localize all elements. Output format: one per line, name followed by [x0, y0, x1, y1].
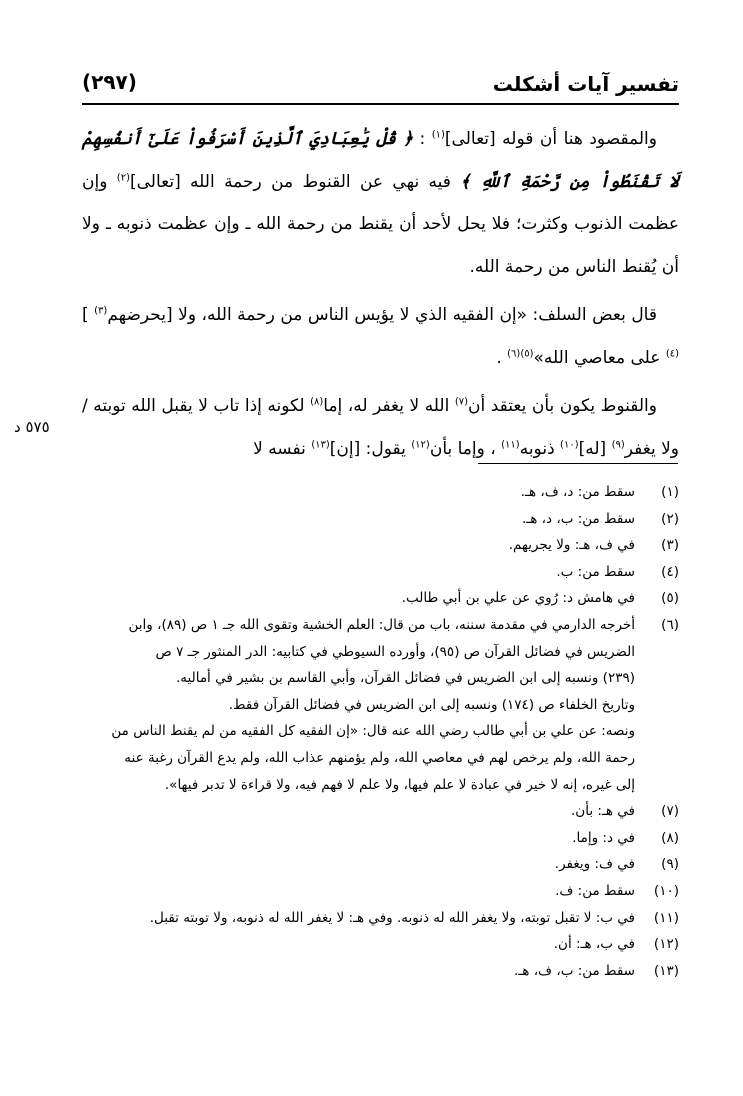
footnote-number: (٦)	[661, 616, 679, 633]
footnote-item	[82, 851, 679, 878]
footnote-number: (٩)	[661, 856, 679, 873]
footnote-line: في ف، هـ: ولا يجريهم.	[508, 537, 635, 554]
footnote-item	[82, 878, 679, 905]
footnote-separator	[478, 463, 678, 464]
header-rule	[82, 103, 679, 105]
footnote-text	[82, 931, 635, 958]
footnote-line: سقط من: د، ف، هـ.	[520, 484, 635, 500]
footnote-item	[82, 958, 679, 985]
footnote-item	[82, 585, 679, 612]
footnote-line: في هـ: بأن.	[571, 803, 635, 820]
running-title: تفسير آيات أشكلت	[492, 72, 679, 96]
footnote-number: (١٣)	[653, 962, 679, 979]
footnote-text	[82, 479, 635, 506]
footnote-ref: (١١)	[501, 438, 520, 450]
footnote-number: (١)	[661, 484, 679, 500]
page-number: (٢٩٧)	[82, 70, 137, 94]
footnote-ref: (٩)	[611, 438, 625, 450]
text-run: يقول: [إن]	[329, 438, 412, 459]
footnote-number: (٢)	[661, 510, 679, 527]
text-run: لكونه إذا تاب لا يقبل الله توبته / ولا يغفر	[82, 396, 679, 459]
footnote-text	[82, 559, 635, 586]
footnote-text	[82, 905, 635, 932]
footnote-item	[82, 532, 679, 559]
text-run: على معاصي الله»	[533, 347, 666, 368]
footnote-number: (٧)	[661, 803, 679, 820]
footnote-number: (٣)	[661, 537, 679, 554]
footnote-line: إلى غيره، إنه لا خير في عبادة لا علم فيها، ولا علم لا فهم فيه، ولا قراءة لا تدبر فيها».	[164, 776, 635, 793]
footnote-text	[82, 798, 635, 825]
footnote-ref: (٨)	[310, 396, 324, 408]
text-run: ذنوبه	[519, 438, 561, 459]
text-run: ]	[82, 305, 95, 325]
footnote-line: (٢٣٩) ونسبه إلى ابن الضريس في فضائل القرآن، وأبي القاسم بن بشير في أماليه.	[175, 670, 635, 687]
footnote-text	[82, 851, 635, 878]
footnote-line: في ب: لا تقبل توبته، ولا يغفر الله له ذنوبه. وفي هـ: لا يغفر الله له ذنوبه، ولا توبته تقبل.	[149, 909, 635, 926]
text-run: الله لا يغفر له، إما	[323, 396, 455, 416]
footnote-text	[82, 506, 635, 533]
paragraph-3	[82, 385, 679, 470]
footnote-line: سقط من: ب.	[556, 563, 635, 580]
text-run: .	[496, 347, 508, 368]
footnote-number: (٨)	[661, 829, 679, 846]
footnote-number: (١٠)	[653, 882, 679, 899]
footnote-ref: (٢)	[116, 171, 130, 183]
footnote-text	[82, 825, 635, 852]
text-run: والمقصود هنا أن قوله [تعالى]	[444, 129, 657, 149]
footnote-text	[82, 878, 635, 905]
text-run: ، وإما بأن	[429, 438, 502, 459]
footnote-line: وتاريخ الخلفاء ص (١٧٤) ونسبه إلى ابن الضريس في فضائل القرآن فقط.	[228, 696, 635, 713]
footnote-number: (١١)	[653, 909, 679, 926]
footnote-item	[82, 905, 679, 932]
footnote-item	[82, 798, 679, 825]
footnote-line: في هامش د: رُوي عن علي بن أبي طالب.	[401, 590, 635, 607]
footnotes	[82, 479, 679, 984]
footnote-ref: (١٠)	[560, 438, 579, 450]
running-header	[82, 68, 679, 102]
paragraph-2	[82, 294, 679, 379]
footnote-ref: (٦)	[507, 347, 521, 359]
footnote-text	[82, 585, 635, 612]
footnote-line: في ف: ويغفر.	[554, 856, 635, 873]
footnote-number: (٥)	[661, 590, 679, 607]
footnote-line: الضريس في فضائل القرآن ص (٩٥)، وأورده السيوطي في كتابيه: الدر المنثور جـ ٧ ص	[155, 643, 635, 660]
text-run: قال بعض السلف: «إن الفقيه الذي لا يؤيس الناس من رحمة الله، ولا [يحرضهم	[107, 305, 657, 325]
text-run: :	[412, 129, 432, 149]
manuscript-folio-marker: ٥٧٥ د	[14, 418, 50, 436]
footnote-item	[82, 559, 679, 586]
footnote-item	[82, 612, 679, 798]
quran-verse: ﴿ قُلْ يَٰعِبَادِيَ ٱلَّذِينَ أَسْرَفُواْ عَلَىٰٓ أَنفُسِهِمْ لَا تَقْنَطُواْ مِن رَّحْمَةِ ٱللَّهِ ﴾	[82, 129, 679, 192]
footnote-ref: (١٣)	[311, 438, 330, 450]
text-run: [له]	[578, 438, 612, 459]
footnote-line: في د: وإما.	[572, 829, 635, 846]
footnote-line: سقط من: ب، د، هـ.	[522, 510, 635, 527]
footnote-text	[82, 532, 635, 559]
footnote-line: سقط من: ب، ف، هـ.	[514, 962, 635, 979]
footnote-text	[82, 958, 635, 985]
footnote-ref: (٤)	[665, 347, 679, 359]
footnote-ref: (١)	[431, 129, 445, 141]
footnote-ref: (٣)	[94, 305, 108, 317]
footnote-line: في ب، هـ: أن.	[553, 936, 635, 953]
footnote-ref: (٧)	[454, 396, 469, 408]
text-run: والقنوط يكون بأن يعتقد أن	[468, 396, 657, 416]
text-run: نفسه لا	[253, 438, 312, 459]
footnote-item	[82, 931, 679, 958]
footnote-item	[82, 506, 679, 533]
footnote-ref: (١٢)	[411, 438, 430, 450]
footnote-line: أخرجه الدارمي في مقدمة سننه، باب من قال: العلم الخشية وتقوى الله جـ ١ ص (٨٩)، وابن	[128, 616, 635, 633]
footnote-line: سقط من: ف.	[555, 882, 635, 899]
main-text	[82, 118, 679, 476]
footnote-number: (١٢)	[653, 936, 679, 953]
footnote-item	[82, 479, 679, 506]
footnote-line: ونصه: عن علي بن أبي طالب رضي الله عنه قال: «إن الفقيه كل الفقيه من لم يقنط الناس من	[111, 723, 635, 740]
footnote-text	[82, 612, 635, 798]
footnote-item	[82, 825, 679, 852]
paragraph-1	[82, 118, 679, 288]
footnote-ref: (٥)	[520, 347, 534, 359]
text-run: فيه نهي عن القنوط من رحمة الله [تعالى]	[129, 171, 461, 192]
footnote-line: رحمة الله، ولم يرخص لهم في معاصي الله، ولم يؤمنهم عذاب الله، ولم يدع القرآن رغبة عنه	[124, 749, 635, 766]
text-run: وإن عظمت الذنوب وكثرت؛ فلا يحل لأحد أن يقنط من رحمة الله ـ وإن عظمت ذنوبه ـ ولا أن يُقنط الناس من رحمة الله.	[82, 171, 679, 277]
footnote-number: (٤)	[661, 563, 679, 580]
